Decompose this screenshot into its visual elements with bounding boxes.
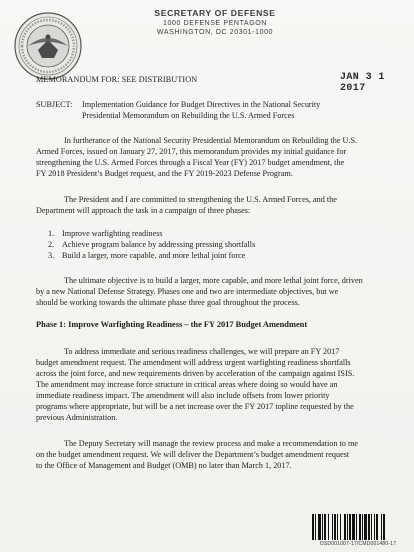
paragraph-line: The President and I are committed to strengthening the U.S. Armed Forces, and the <box>64 195 337 204</box>
paragraph-line: Armed Forces, issued on January 27, 2017, this memorandum provides my initial guidance for <box>36 147 347 156</box>
paragraph-line: Department will approach the task in a campaign of three phases: <box>36 206 251 215</box>
paragraph-line: The amendment may increase force structure in critical areas where doing so would have an <box>36 380 338 389</box>
paragraph-line: to the Office of Management and Budget (OMB) no later than March 1, 2017. <box>36 461 292 470</box>
paragraph-4 <box>36 346 380 423</box>
paragraph-line: FY 2018 President’s Budget request, and the FY 2019-2023 Defense Program. <box>36 169 293 178</box>
paragraph-1 <box>36 135 380 179</box>
letterhead-org: SECRETARY OF DEFENSE <box>154 8 276 18</box>
memo-recipients: MEMORANDUM FOR: SEE DISTRIBUTION <box>36 75 198 84</box>
paragraph-line: To address immediate and serious readiness challenges, we will prepare an FY 2017 <box>64 347 340 356</box>
paragraph-line: should be working towards the ultimate phase three goal throughout the process. <box>36 298 300 307</box>
memo-subject <box>36 99 396 121</box>
paragraph-line: on the budget amendment request. We will deliver the Department’s budget amendment request <box>36 450 350 459</box>
paragraph-5 <box>36 438 380 471</box>
subject-label: SUBJECT: <box>36 100 73 109</box>
letterhead <box>120 8 310 37</box>
department-seal-icon <box>14 12 82 80</box>
paragraph-line: budget amendment request. The amendment will address urgent warfighting readiness shortfalls <box>36 358 351 367</box>
date-stamp: JAN 3 1 2017 <box>340 72 385 94</box>
paragraph-line: immediate readiness impact. The amendment will also include offsets from lower priority <box>36 391 330 400</box>
letterhead-address: 1000 DEFENSE PENTAGON <box>163 20 267 27</box>
list-item: 1. Improve warfighting readiness <box>48 229 163 238</box>
paragraph-3 <box>36 275 380 308</box>
paragraph-2 <box>36 194 380 216</box>
list-item: 2. Achieve program balance by addressing pressing shortfalls <box>48 240 256 249</box>
phase-list <box>48 228 255 261</box>
paragraph-line: previous Administration. <box>36 413 118 422</box>
paragraph-line: strengthening the U.S. Armed Forces through a Fiscal Year (FY) 2017 budget amendment, the <box>36 158 345 167</box>
paragraph-line: by a new National Defense Strategy. Phases one and two are intermediate objectives, but we <box>36 287 339 296</box>
paragraph-line: The ultimate objective is to build a larger, more capable, and more lethal joint force, driven <box>64 276 363 285</box>
paragraph-line: The Deputy Secretary will manage the review process and make a recommendation to me <box>64 439 358 448</box>
paragraph-line: In furtherance of the National Security Presidential Memorandum on Rebuilding the U.S. <box>64 136 358 145</box>
subject-line-1: Implementation Guidance for Budget Directives in the National Security <box>82 100 321 109</box>
paragraph-line: programs where appropriate, but will be a net increase over the FY 2017 topline requested by the <box>36 402 354 411</box>
letterhead-city: WASHINGTON, DC 20301-1000 <box>156 29 274 36</box>
barcode-number: OSD001007-17/CMD001480-17 <box>319 541 397 547</box>
list-item: 3. Build a larger, more capable, and more lethal joint force <box>48 251 246 260</box>
section-heading: Phase 1: Improve Warfighting Readiness – the FY 2017 Budget Amendment <box>36 320 308 329</box>
barcode-icon <box>312 514 402 540</box>
subject-line-2: Presidential Memorandum on Rebuilding the U.S. Armed Forces <box>82 111 295 120</box>
paragraph-line: across the joint force, and new requirements driven by acceleration of the campaign against ISIS. <box>36 369 355 378</box>
